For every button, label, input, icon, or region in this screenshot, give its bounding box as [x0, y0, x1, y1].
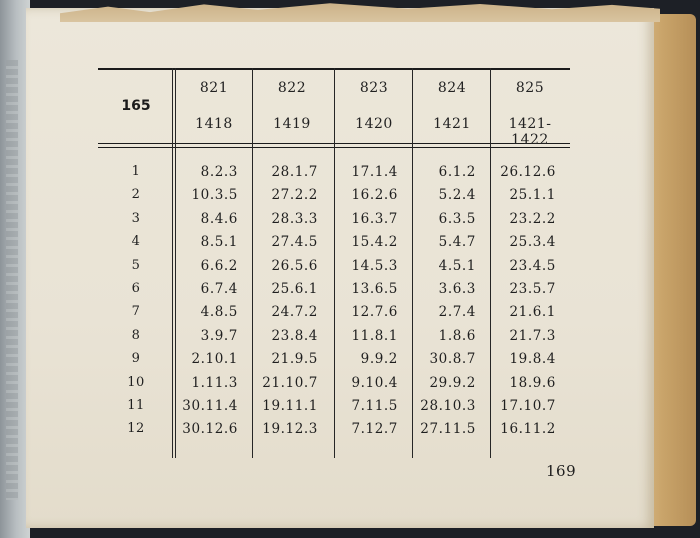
calendar-table: [98, 68, 570, 460]
table-cell: 10.3.5: [191, 187, 238, 204]
table-cell: 21.7.3: [509, 327, 556, 344]
table-cell: 21.9.5: [271, 351, 318, 368]
column-number: 825: [515, 80, 545, 96]
table-cell: 23.4.5: [509, 257, 556, 274]
table-cell: 26.12.6: [500, 164, 556, 180]
table-cell: 16.3.7: [351, 210, 398, 227]
row-number: 9: [131, 351, 141, 367]
table-cell: 6.3.5: [438, 210, 476, 227]
column-number: 824: [437, 80, 467, 96]
table-cell: 6.1.2: [438, 164, 476, 180]
row-number: 5: [131, 257, 141, 273]
table-cell: 11.8.1: [351, 327, 398, 344]
column-year: 1421: [433, 116, 471, 132]
table-cell: 7.12.7: [351, 421, 398, 438]
table-cell: 30.11.4: [182, 398, 238, 414]
row-number: 10: [127, 374, 145, 390]
row-number: 2: [131, 187, 141, 203]
table-cell: 27.4.5: [271, 234, 318, 251]
row-number: 1: [131, 164, 141, 179]
table-cell: 19.11.1: [262, 398, 318, 414]
table-cell: 25.6.1: [271, 281, 318, 297]
row-number: 7: [131, 304, 141, 320]
table-cell: 28.1.7: [271, 164, 318, 180]
table-cell: 28.10.3: [420, 398, 476, 414]
table-cell: 25.1.1: [509, 187, 556, 204]
table-cell: 8.4.6: [200, 210, 238, 227]
column-year: 1418: [195, 116, 233, 132]
table-cell: 19.12.3: [262, 421, 318, 438]
table-cell: 2.7.4: [438, 304, 476, 321]
column-year: 1421-1422: [508, 116, 552, 148]
table-cell: 24.7.2: [271, 304, 318, 321]
row-number: 6: [131, 281, 141, 296]
column-number: 821: [199, 80, 229, 96]
table-cell: 29.9.2: [429, 374, 476, 391]
page-number: 169: [546, 462, 577, 480]
table-cell: 8.2.3: [200, 164, 238, 180]
table-cell: 18.9.6: [509, 374, 556, 391]
table-cell: 7.11.5: [351, 398, 398, 414]
table-cell: 30.12.6: [182, 421, 238, 438]
table-cell: 17.1.4: [351, 164, 398, 180]
table-cell: 14.5.3: [351, 257, 398, 274]
column-year: 1420: [355, 116, 393, 132]
row-number: 3: [131, 210, 141, 226]
row-number: 8: [131, 327, 141, 343]
table-cell: 30.8.7: [429, 351, 476, 368]
table-cell: 27.2.2: [271, 187, 318, 204]
table-cell: 3.6.3: [438, 281, 476, 297]
table-cell: 12.7.6: [351, 304, 398, 321]
column-year: 1419: [273, 116, 311, 132]
table-cell: 4.5.1: [438, 257, 476, 274]
table-cell: 27.11.5: [420, 421, 476, 438]
table-cell: 13.6.5: [351, 281, 398, 297]
table-cell: 16.11.2: [500, 421, 556, 438]
table-cell: 23.2.2: [509, 210, 556, 227]
table-cell: 3.9.7: [200, 327, 238, 344]
table-cell: 19.8.4: [509, 351, 556, 368]
table-cell: 9.9.2: [360, 351, 398, 368]
table-cell: 16.2.6: [351, 187, 398, 204]
table-cell: 23.8.4: [271, 327, 318, 344]
table-cell: 25.3.4: [509, 234, 556, 251]
table-cell: 5.4.7: [438, 234, 476, 251]
column-number: 823: [359, 80, 389, 96]
table-cell: 1.8.6: [438, 327, 476, 344]
row-number: 4: [131, 234, 141, 250]
table-cell: 17.10.7: [500, 398, 556, 414]
table-cell: 6.7.4: [200, 281, 238, 297]
table-cell: 28.3.3: [271, 210, 318, 227]
table-cell: 5.2.4: [438, 187, 476, 204]
corner-label: 165: [121, 98, 151, 114]
table-cell: 26.5.6: [271, 257, 318, 274]
table-cell: 6.6.2: [200, 257, 238, 274]
table-cell: 9.10.4: [351, 374, 398, 391]
table-cell: 2.10.1: [191, 351, 238, 368]
row-number: 12: [127, 421, 145, 437]
table-cell: 21.10.7: [262, 374, 318, 391]
table-cell: 23.5.7: [509, 281, 556, 297]
row-number: 11: [127, 398, 145, 413]
table-cell: 4.8.5: [200, 304, 238, 321]
table-cell: 15.4.2: [351, 234, 398, 251]
table-cell: 1.11.3: [191, 374, 238, 391]
table-cell: 21.6.1: [509, 304, 556, 321]
table-cell: 8.5.1: [200, 234, 238, 251]
column-number: 822: [277, 80, 307, 96]
